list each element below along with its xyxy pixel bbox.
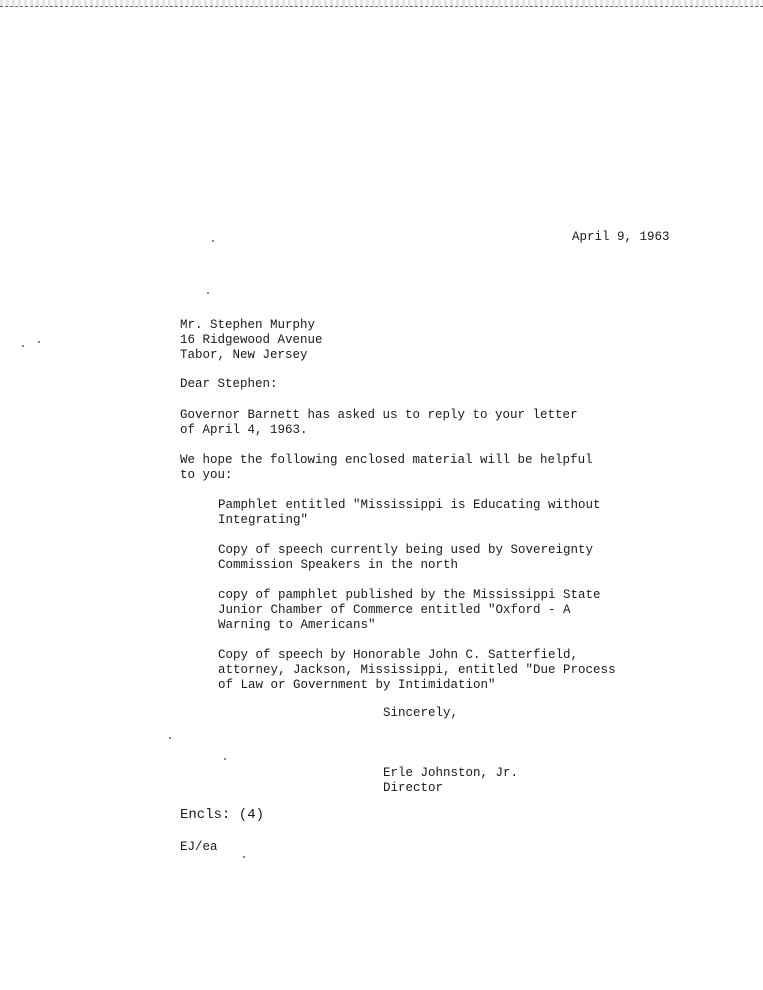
recipient-address (180, 318, 323, 363)
scan-speck (212, 240, 214, 242)
salutation: Dear Stephen: (180, 377, 278, 391)
enclosure-item-1: Pamphlet entitled "Mississippi is Educating without Integrating" (218, 498, 601, 527)
letter-date: April 9, 1963 (572, 230, 670, 244)
enclosure-item-4: Copy of speech by Honorable John C. Satterfield, attorney, Jackson, Mississippi, entitled "Due Process of Law or Government by Intimidation" (218, 648, 616, 692)
scan-speck (243, 856, 245, 858)
top-edge-border (0, 0, 763, 7)
enclosure-item-2: Copy of speech currently being used by Sovereignty Commission Speakers in the north (218, 543, 594, 572)
scan-speck (169, 737, 171, 739)
typist-initials: EJ/ea (180, 840, 218, 854)
enclosure-count: Encls: (4) (180, 807, 265, 823)
body-paragraph-2: We hope the following enclosed material will be helpful to you: (180, 453, 593, 482)
signature-block: Erle Johnston, Jr. Director (383, 766, 519, 795)
enclosure-list (218, 498, 616, 708)
enclosure-item-3: copy of pamphlet published by the Mississippi State Junior Chamber of Commerce entitled "Oxford - A Warning to Americans" (218, 588, 601, 632)
body-paragraph-1: Governor Barnett has asked us to reply to your letter of April 4, 1963. (180, 408, 578, 437)
scan-speck (207, 292, 209, 294)
recipient-city: Tabor, New Jersey (180, 348, 308, 362)
scan-speck (224, 758, 226, 760)
scan-speck (38, 341, 40, 343)
closing: Sincerely, (383, 706, 459, 720)
scan-speck (22, 345, 24, 347)
recipient-street: 16 Ridgewood Avenue (180, 333, 323, 347)
recipient-name: Mr. Stephen Murphy (180, 318, 316, 332)
